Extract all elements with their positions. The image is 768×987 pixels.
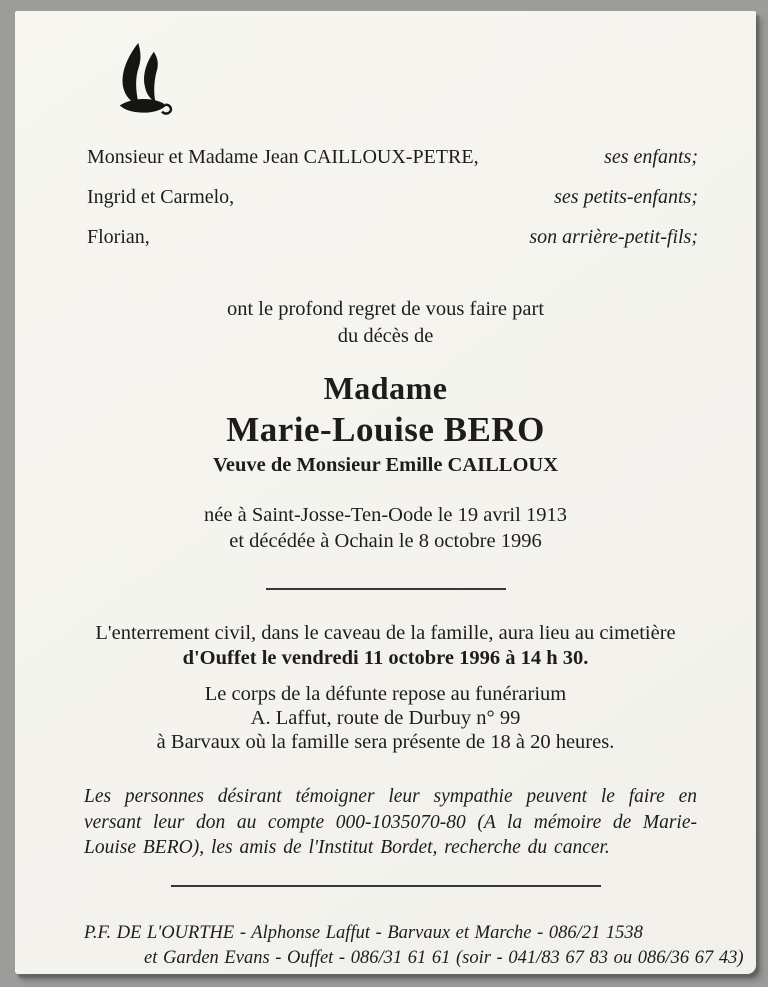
- death-announcement-card: [15, 11, 756, 974]
- family-relation: son arrière-petit-fils;: [529, 226, 698, 248]
- divider-top: [266, 588, 506, 590]
- family-names: Florian,: [87, 226, 150, 248]
- burial-info: [15, 621, 756, 671]
- divider-bottom: [171, 885, 601, 887]
- deceased-title: Madame: [323, 370, 448, 406]
- burial-line1: L'enterrement civil, dans le caveau de la famille, aura lieu au cimetière: [95, 622, 676, 644]
- repose-line1: Le corps de la défunte repose au funérarium: [204, 683, 567, 705]
- family-row: [87, 185, 698, 209]
- repose-info: [15, 682, 756, 754]
- donation-line1: Les personnes désirant témoigner leur sympathie peuvent le faire en: [84, 786, 697, 807]
- flame-icon: [115, 43, 177, 117]
- family-list: [15, 145, 756, 249]
- donation-line2: versant leur don au compte 000-1035070-80 (A la mémoire de Marie-: [84, 811, 697, 833]
- announcement-line2: du décès de: [337, 325, 434, 347]
- announcement-line1: ont le profond regret de vous faire part: [226, 298, 545, 320]
- family-row: [87, 225, 698, 249]
- family-row: [87, 145, 698, 169]
- family-relation: ses enfants;: [604, 146, 698, 168]
- deceased-block: [15, 368, 756, 479]
- family-names: Monsieur et Madame Jean CAILLOUX-PETRE,: [87, 146, 479, 168]
- deceased-subtitle: Veuve de Monsieur Emille CAILLOUX: [212, 454, 559, 476]
- burial-line2: d'Ouffet le vendredi 11 octobre 1996 à 14 h 30.: [182, 647, 589, 669]
- repose-line2: A. Laffut, route de Durbuy n° 99: [250, 707, 521, 729]
- repose-line3: à Barvaux où la famille sera présente de 18 à 20 heures.: [156, 731, 615, 753]
- funeral-home-line2: et Garden Evans - Ouffet - 086/31 61 61 (soir - 041/83 67 83 ou 086/36 67 43): [144, 947, 744, 968]
- funeral-home-line1: P.F. DE L'OURTHE - Alphonse Laffut - Barvaux et Marche - 086/21 1538: [84, 922, 643, 943]
- family-names: Ingrid et Carmelo,: [87, 186, 235, 208]
- family-relation: ses petits-enfants;: [554, 186, 698, 208]
- deceased-name: Marie-Louise BERO: [226, 410, 545, 449]
- funeral-home-info: [15, 921, 756, 971]
- donation-line3: Louise BERO), les amis de l'Institut Bordet, recherche du cancer.: [84, 837, 610, 858]
- death-line: et décédée à Ochain le 8 octobre 1996: [229, 530, 542, 552]
- birth-line: née à Saint-Josse-Ten-Oode le 19 avril 1913: [204, 504, 567, 526]
- announcement-text: [15, 296, 756, 350]
- donation-paragraph: [15, 784, 756, 861]
- life-dates: [15, 502, 756, 554]
